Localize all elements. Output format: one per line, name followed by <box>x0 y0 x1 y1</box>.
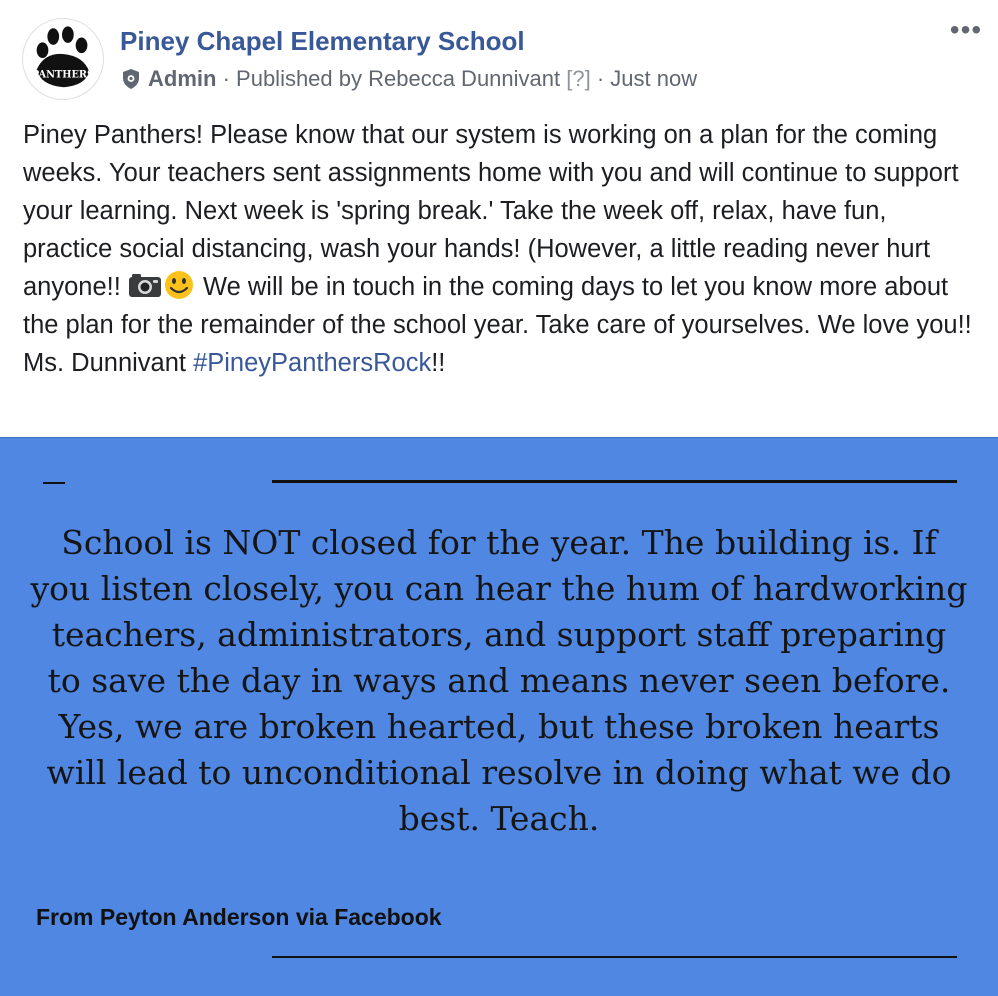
timestamp[interactable]: Just now <box>610 66 698 91</box>
help-link[interactable]: [?] <box>566 66 591 91</box>
post-text-end: !! <box>431 349 446 377</box>
post-header <box>0 0 998 110</box>
top-rule <box>272 480 957 483</box>
bottom-rule <box>272 956 957 958</box>
image-attribution: From Peyton Anderson via Facebook <box>36 904 442 930</box>
page-avatar[interactable] <box>22 18 104 100</box>
image-quote: School is NOT closed for the year. The building is. If you listen closely, you can hear the hum of hardworking teachers, administrators, and support staff preparing to save the day in ways and means never seen before. Yes, we are broken hearted, but these broken hearts will lead to unconditional resolve in doing what we do best. Teach. <box>30 523 968 838</box>
hashtag-link[interactable]: #PineyPanthersRock <box>193 349 432 377</box>
post-text-part-2: We will be in touch in the coming days to let you know more about the plan for the remainder of the school year. Take care of yourselves. We love you!! Ms. Dunnivant <box>23 273 972 377</box>
meta-separator: · <box>596 66 605 91</box>
published-by[interactable]: Published by Rebecca Dunnivant <box>236 66 561 91</box>
post-text-part-1: Piney Panthers! Please know that our system is working on a plan for the coming weeks. Your teachers sent assignments home with you and will continue to support your learning. Next week is 'spring break.' Take the week off, relax, have fun, practice social distancing, wash your hands! (However, a little reading never hurt anyone!! <box>23 121 959 301</box>
smile-emoji <box>162 270 196 300</box>
camera-emoji <box>128 270 162 300</box>
post-meta <box>120 64 697 94</box>
post-image[interactable] <box>0 437 998 996</box>
role-badge: Admin <box>148 66 217 91</box>
panther-paw-logo <box>23 19 103 99</box>
avatar-text: PANTHERS <box>31 69 95 81</box>
post-text <box>23 116 978 382</box>
decorative-dash <box>43 482 65 484</box>
meta-separator: · <box>222 66 230 91</box>
page-name[interactable]: Piney Chapel Elementary School <box>120 26 525 56</box>
shield-icon <box>120 68 142 90</box>
more-options-icon[interactable]: ••• <box>949 14 983 45</box>
